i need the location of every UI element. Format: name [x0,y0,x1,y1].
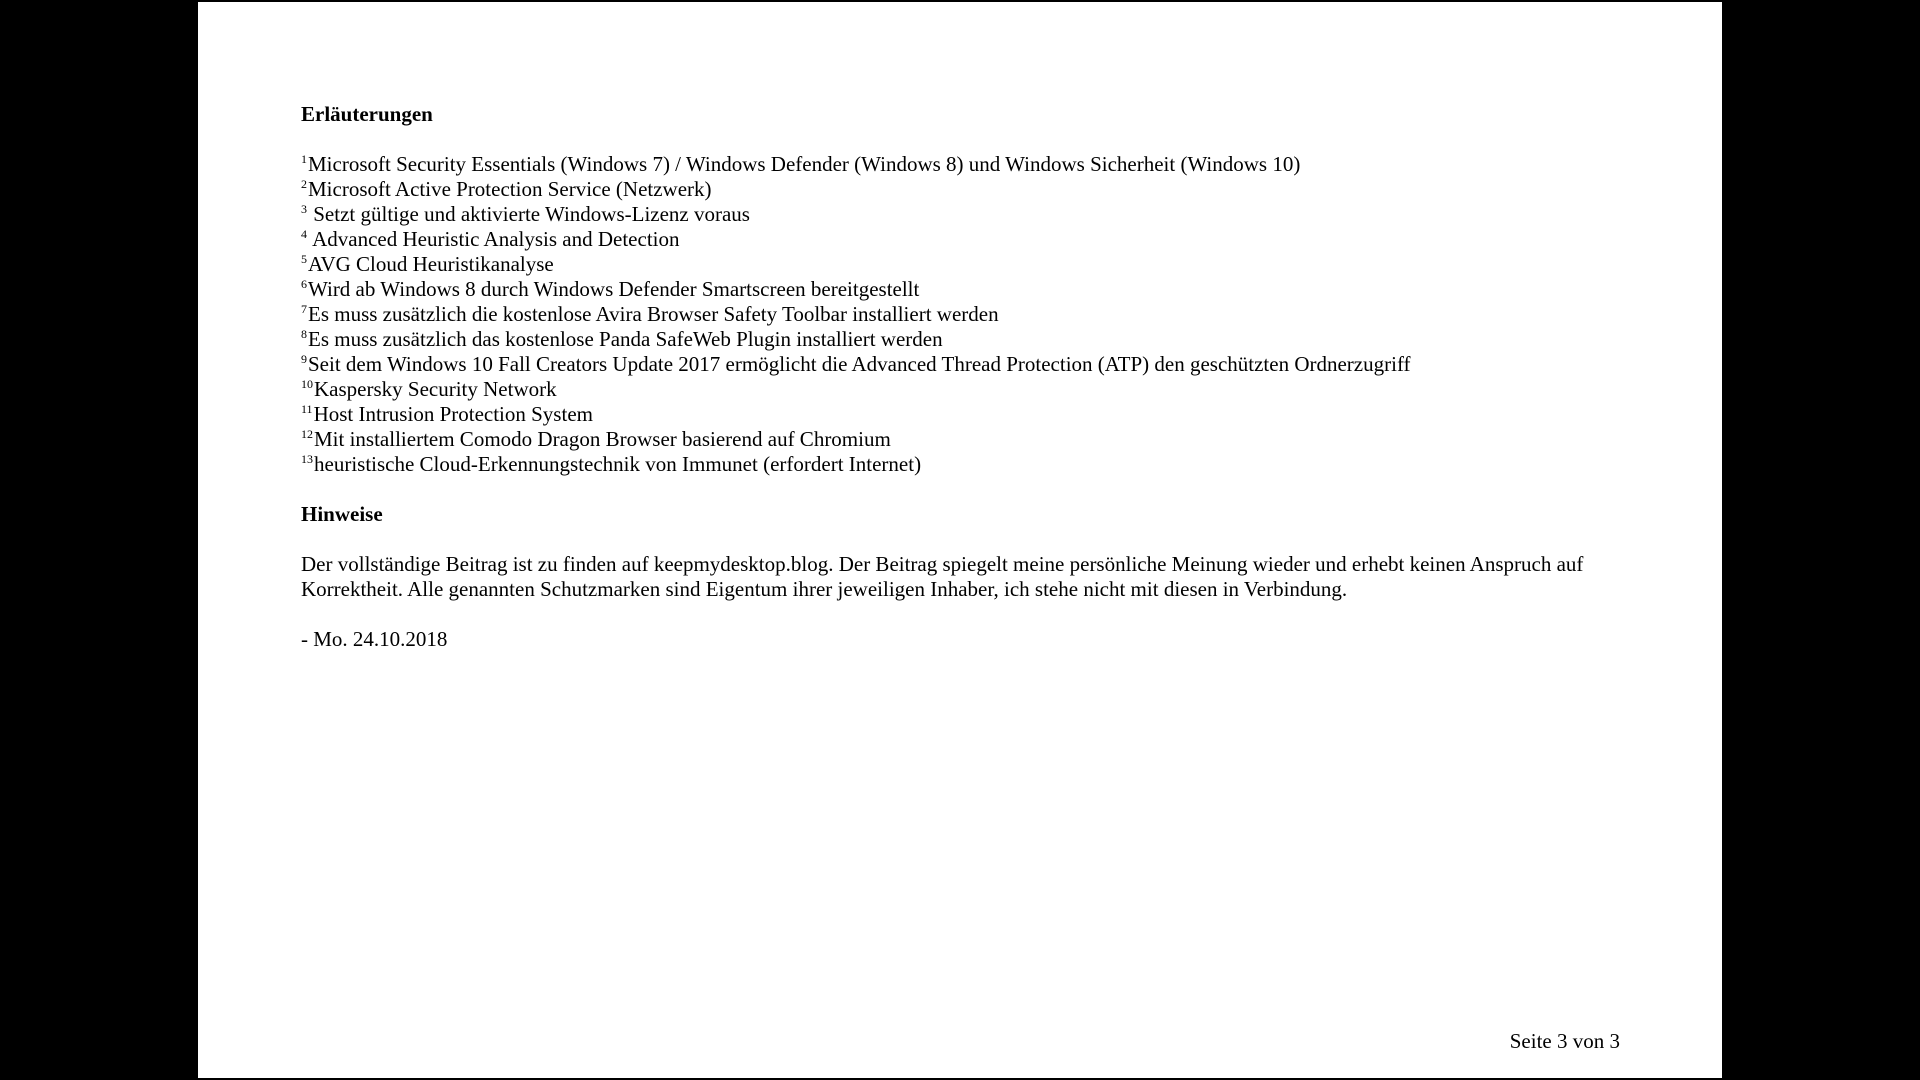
footnote-marker: 2 [301,177,307,191]
footnote-item [301,227,1621,252]
notes-paragraph: Der vollständige Beitrag ist zu finden auf keepmydesktop.blog. Der Beitrag spiegelt meine persönliche Meinung wieder und erhebt keinen Anspruch auf Korrektheit. Alle genannten Schutzmarken sind Eigentum ihrer jeweiligen Inhaber, ich stehe nicht mit diesen in Verbindung. [301,552,1584,601]
footnote-item [301,252,1621,277]
footnote-text: Microsoft Security Essentials (Windows 7) / Windows Defender (Windows 8) und Windows Sicherheit (Windows 10) [308,152,1301,176]
footnote-text: Seit dem Windows 10 Fall Creators Update 2017 ermöglicht die Advanced Thread Protection (ATP) den geschützten Ordnerzugriff [308,352,1411,376]
footnote-text: Es muss zusätzlich die kostenlose Avira Browser Safety Toolbar installiert werden [308,302,999,326]
signature-date: - Mo. 24.10.2018 [301,627,448,651]
footnote-item [301,202,1621,227]
notes-heading: Hinweise [301,502,383,526]
footnote-text: Wird ab Windows 8 durch Windows Defender Smartscreen bereitgestellt [308,277,920,301]
footnote-marker: 5 [301,252,307,266]
footnote-text: Host Intrusion Protection System [313,402,593,426]
footnote-marker: 12 [301,427,313,441]
footnote-text: Setzt gültige und aktivierte Windows-Lizenz voraus [313,202,750,226]
footnote-marker: 3 [301,202,307,216]
footnote-item [301,152,1621,177]
footnote-item [301,402,1621,427]
footnote-text: Microsoft Active Protection Service (Netzwerk) [308,177,712,201]
footnote-text: Kaspersky Security Network [314,377,557,401]
footnote-text: Mit installiertem Comodo Dragon Browser basierend auf Chromium [314,427,891,451]
page-content [301,102,1621,652]
footnote-marker: 11 [301,402,313,416]
footnote-item [301,377,1621,402]
footnote-marker: 6 [301,277,307,291]
footnote-marker: 1 [301,152,307,166]
footnote-item [301,352,1621,377]
footnote-text: AVG Cloud Heuristikanalyse [308,252,554,276]
footnote-marker: 10 [301,377,313,391]
footnote-item [301,277,1621,302]
footnote-item [301,427,1621,452]
footnote-text: Es muss zusätzlich das kostenlose Panda SafeWeb Plugin installiert werden [308,327,943,351]
footnote-item [301,452,1621,477]
document-page [198,2,1722,1078]
footnote-marker: 13 [301,452,313,466]
footnote-item [301,327,1621,352]
explanations-heading: Erläuterungen [301,102,433,126]
footnote-marker: 4 [301,227,307,241]
page-number-footer: Seite 3 von 3 [1509,1029,1620,1053]
footnote-text: Advanced Heuristic Analysis and Detection [312,227,680,251]
footnote-marker: 9 [301,352,307,366]
footnote-marker: 7 [301,302,307,316]
footnote-item [301,302,1621,327]
footnote-list [301,152,1621,477]
footnote-text: heuristische Cloud-Erkennungstechnik von Immunet (erfordert Internet) [314,452,922,476]
footnote-marker: 8 [301,327,307,341]
footnote-item [301,177,1621,202]
